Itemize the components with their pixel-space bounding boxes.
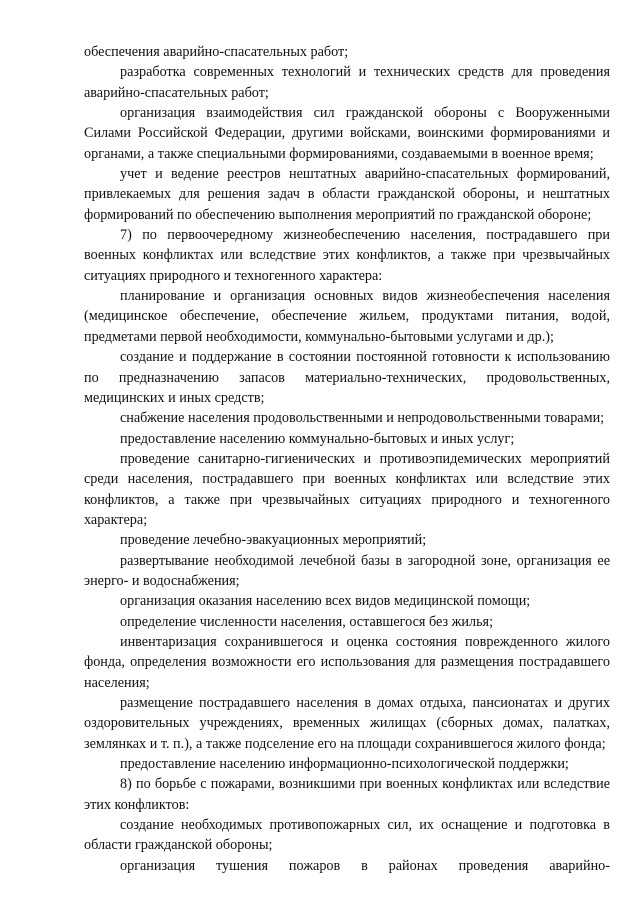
paragraph-6: планирование и организация основных видов жизнеобеспечения населения (медицинское обеспечение, обеспечение жильем, продуктами питания, водой, предметами первой необходимости, коммунально-бытовыми услугами и др.);: [84, 288, 610, 345]
paragraph-15: инвентаризация сохранившегося и оценка состояния поврежденного жилого фонда, определения возможности его использования для размещения пострадавшего населения;: [84, 633, 610, 691]
paragraph-18: 8) по борьбе с пожарами, возникшими при военных конфликтах или вследствие этих конфликтов:: [84, 776, 610, 813]
paragraph-10: проведение санитарно-гигиенических и противоэпидемических мероприятий среди населения, пострадавшего при военных конфликтах или вследствие этих конфликтов, а также при чрезвычайных ситуациях природного и техногенного характера;: [84, 450, 610, 528]
paragraph-8: снабжение населения продовольственными и непродовольственными товарами;: [120, 410, 605, 427]
paragraph-7: создание и поддержание в состоянии постоянной готовности к использованию по предназначению запасов материально-технических, продовольственных, медицинских и иных средств;: [84, 349, 610, 406]
paragraph-2: разработка современных технологий и технических средств для проведения аварийно-спасательных работ;: [84, 64, 610, 101]
document-page: [84, 42, 610, 876]
paragraph-4: учет и ведение реестров нештатных аварийно-спасательных формирований, привлекаемых для решения задач в области гражданской обороны, и нештатных формирований по обеспечению выполнения мероприятий по гражданской обороне;: [84, 166, 610, 223]
paragraph-9: предоставление населению коммунально-бытовых и иных услуг;: [120, 430, 515, 447]
paragraph-13: организация оказания населению всех видов медицинской помощи;: [120, 593, 531, 610]
paragraph-17: предоставление населению информационно-психологической поддержки;: [120, 756, 569, 773]
paragraph-11: проведение лечебно-эвакуационных мероприятий;: [120, 532, 427, 549]
paragraph-5: 7) по первоочередному жизнеобеспечению населения, пострадавшего при военных конфликтах или вследствие этих конфликтов, а также при чрезвычайных ситуациях природного и техногенного характера:: [84, 227, 610, 284]
paragraph-12: развертывание необходимой лечебной базы в загородной зоне, организация ее энерго- и водоснабжения;: [84, 552, 610, 589]
paragraph-19: создание необходимых противопожарных сил, их оснащение и подготовка в области гражданской обороны;: [84, 817, 610, 854]
paragraph-14: определение численности населения, оставшегося без жилья;: [120, 613, 494, 630]
paragraph-16: размещение пострадавшего населения в домах отдыха, пансионатах и других оздоровительных учреждениях, временных жилищах (сборных домах, палатках, землянках и т. п.), а также подселение его на площади сохранившегося жилого фонда;: [84, 695, 610, 752]
paragraph-1: обеспечения аварийно-спасательных работ;: [84, 44, 349, 60]
paragraph-3: организация взаимодействия сил гражданской обороны с Вооруженными Силами Российской Федерации, другими войсками, воинскими формированиями и органами, а также специальными формированиями, создаваемыми в военное время;: [84, 105, 610, 162]
paragraph-20: организация тушения пожаров в районах проведения аварийно-: [120, 857, 610, 874]
